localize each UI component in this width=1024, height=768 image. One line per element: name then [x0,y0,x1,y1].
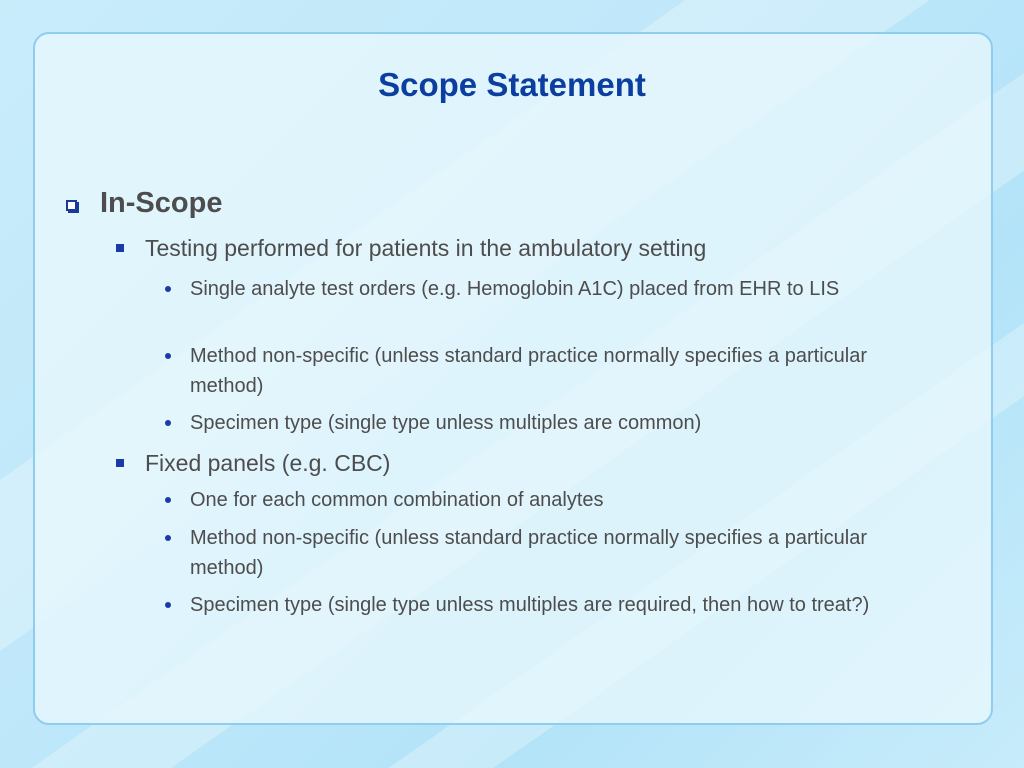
square-bullet-icon [116,459,124,467]
dot-bullet-icon [165,353,171,359]
scope-subitem: Specimen type (single type unless multiples are common) [190,412,702,434]
scope-subitem: Method non-specific (unless standard practice normally specifies a particular method) [190,345,867,397]
scope-subitem: Specimen type (single type unless multiples are required, then how to treat?) [190,594,870,616]
scope-subitem: One for each common combination of analytes [190,489,604,511]
scope-subitem: Method non-specific (unless standard practice normally specifies a particular method) [190,527,867,579]
dot-bullet-icon [165,535,171,541]
checkbox-bullet-icon [66,200,77,211]
scope-item: Testing performed for patients in the ambulatory setting [145,235,707,261]
square-bullet-icon [116,244,124,252]
scope-subitem: Single analyte test orders (e.g. Hemoglobin A1C) placed from EHR to LIS [190,278,840,300]
dot-bullet-icon [165,420,171,426]
scope-item: Fixed panels (e.g. CBC) [145,450,391,476]
slide-title: Scope Statement [378,66,646,103]
in-scope-heading: In-Scope [100,187,223,219]
dot-bullet-icon [165,497,171,503]
dot-bullet-icon [165,602,171,608]
dot-bullet-icon [165,286,171,292]
